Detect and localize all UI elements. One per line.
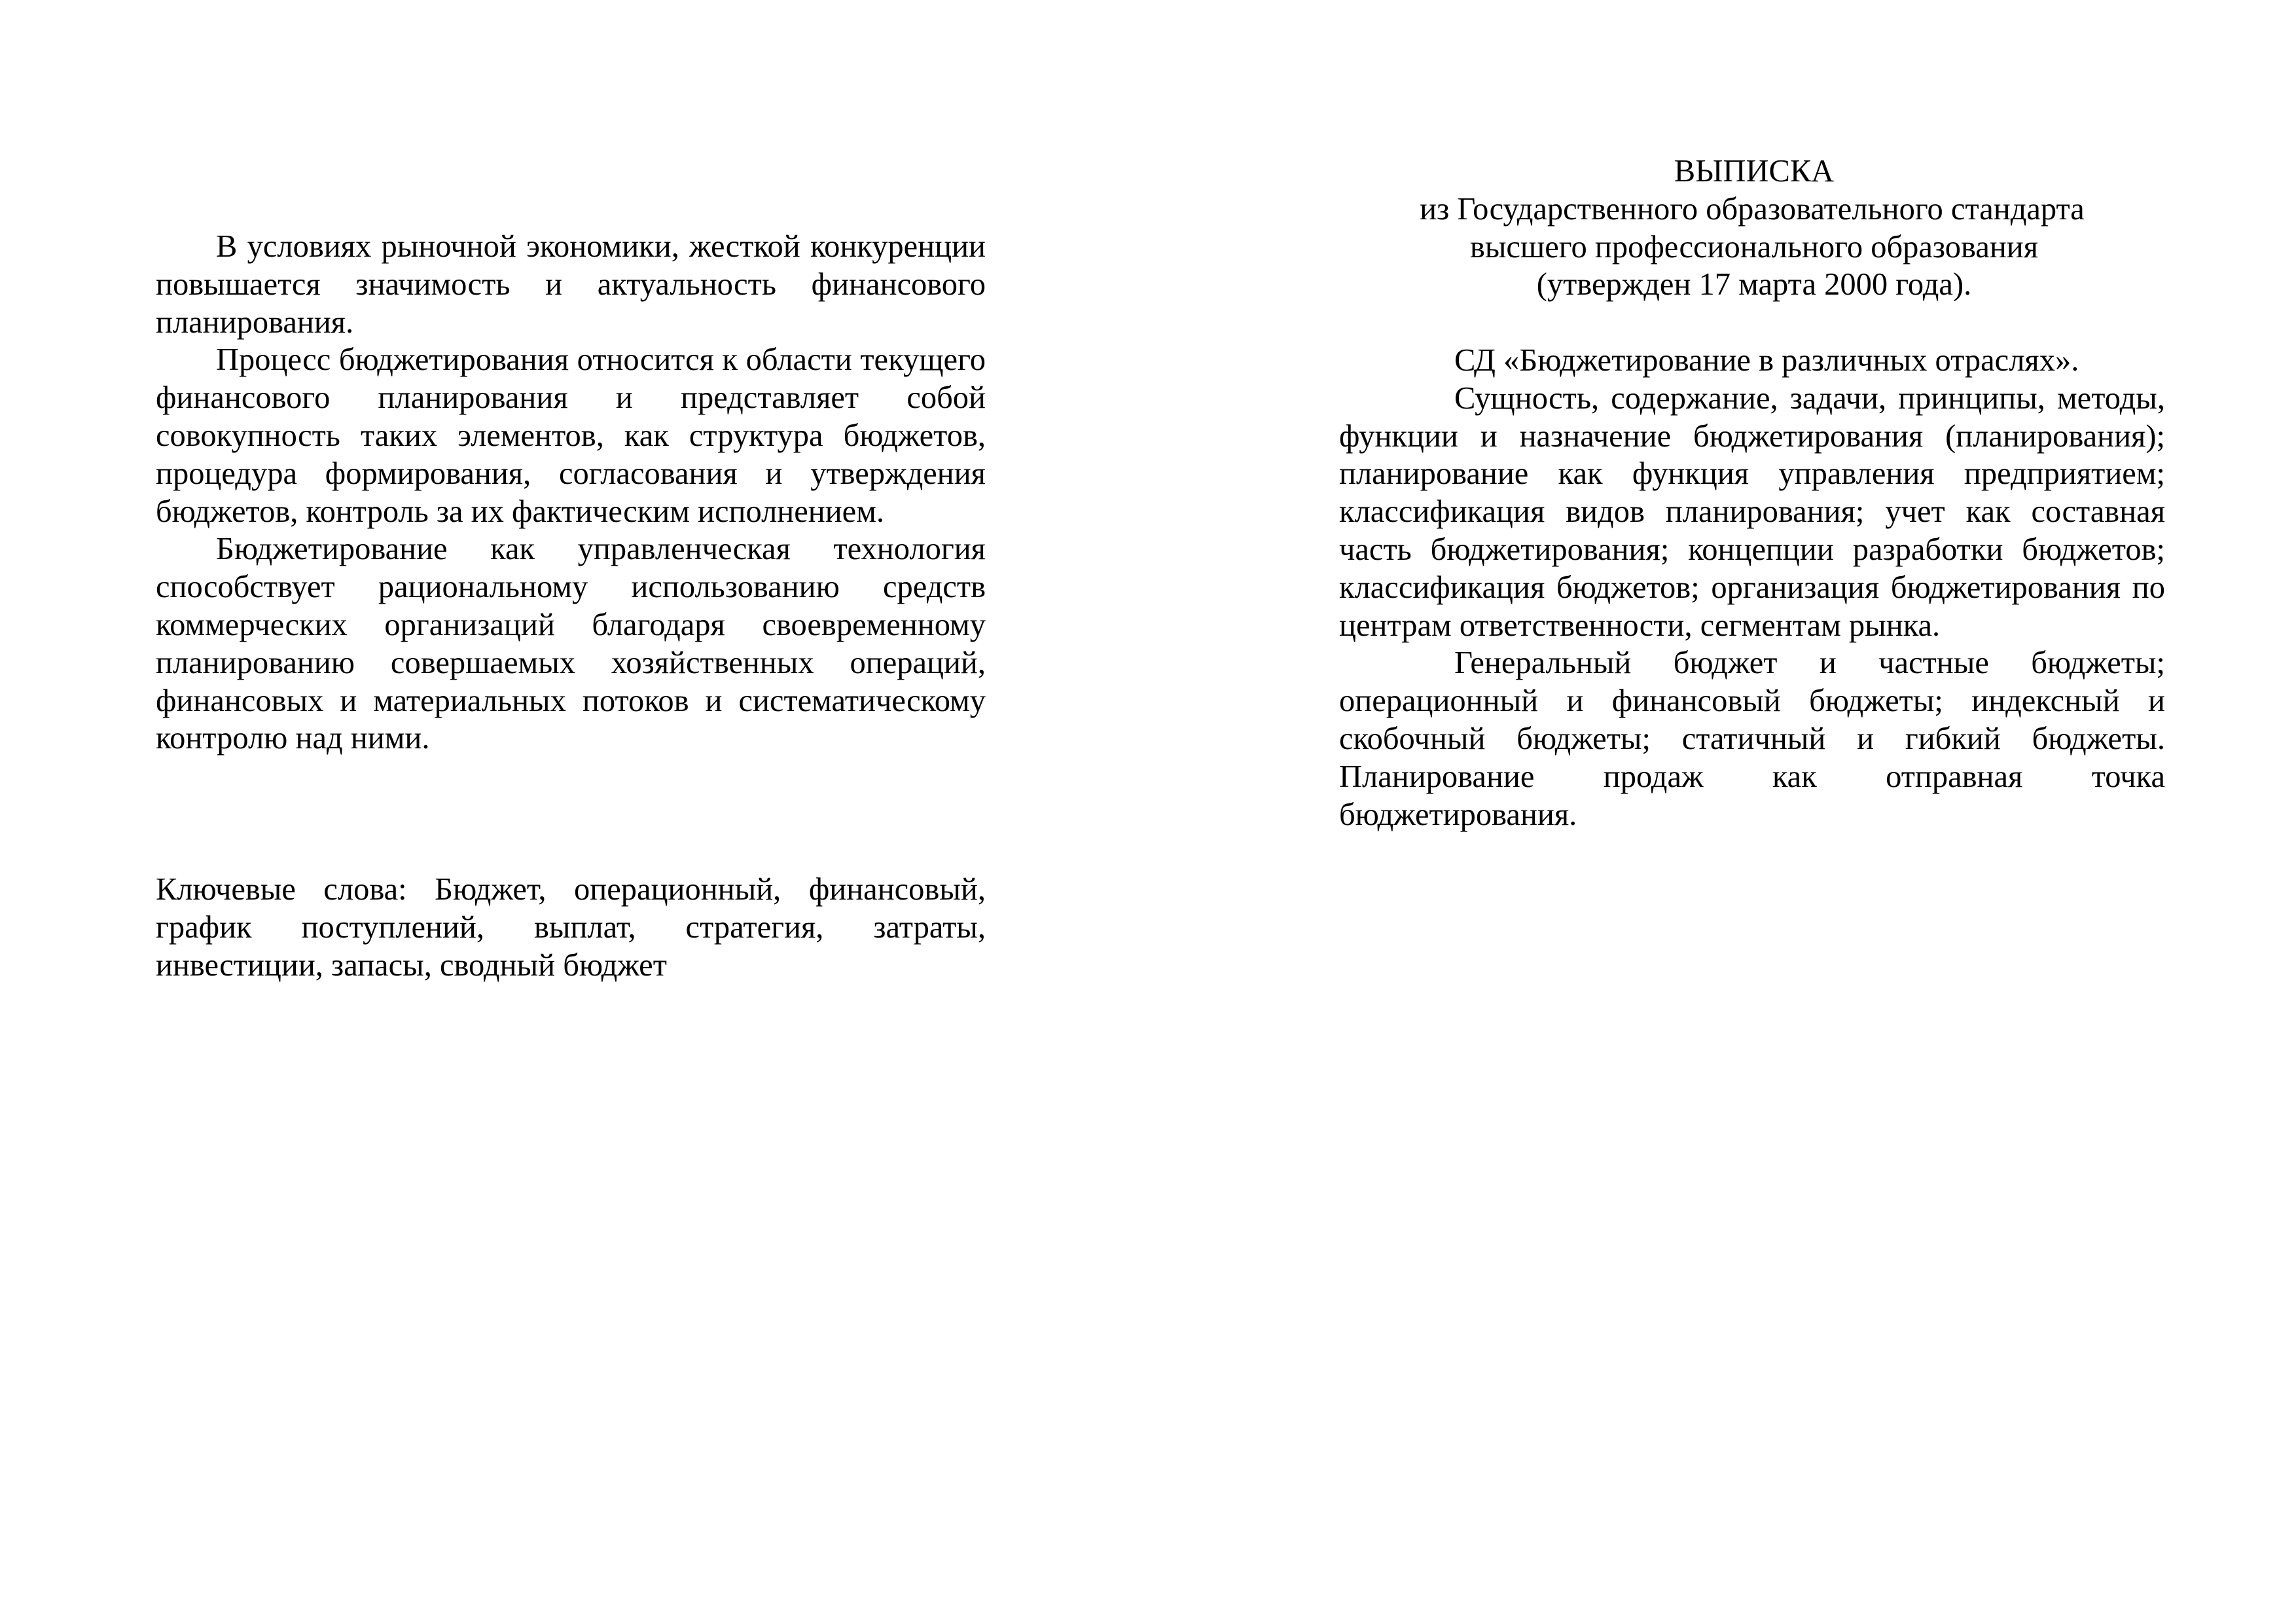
extract-subtitle-line-1: из Государственного образовательного стандарта xyxy=(1420,191,2085,227)
intro-paragraph-2: Процесс бюджетирования относится к области текущего финансового планирования и представляет собой совокупность таких элементов, как структура бюджетов, процедура формирования, согласования и утверждения бюджетов, контроль за их фактическим исполнением. xyxy=(156,342,986,529)
extract-header xyxy=(1339,153,2165,304)
extract-subtitle-line-2: высшего профессионального образования xyxy=(1469,229,2039,264)
right-page-text xyxy=(1339,153,2165,833)
intro-paragraph-3: Бюджетирование как управленческая технология способствует рациональному использованию средств коммерческих организаций благодаря своевременному планированию совершаемых хозяйственных операций, финансовых и материальных потоков и систематическому контролю над ними. xyxy=(156,532,986,756)
extract-title: ВЫПИСКА xyxy=(1674,154,1835,189)
extract-subtitle-line-3: (утвержден 17 марта 2000 года). xyxy=(1536,267,1972,302)
extract-paragraph-1: Сущность, содержание, задачи, принципы, методы, функции и назначение бюджетирования (планирования); планирование как функция управления предприятием; классификация видов планирования; учет как составная часть бюджетирования; концепции разработки бюджетов; классификация бюджетов; организация бюджетирования по центрам ответственности, сегментам рынка. xyxy=(1339,380,2165,643)
intro-paragraph-1: В условиях рыночной экономики, жесткой конкуренции повышается значимость и актуальность финансового планирования. xyxy=(156,229,986,340)
left-page-text xyxy=(156,228,986,985)
extract-paragraph-2: Генеральный бюджет и частные бюджеты; операционный и финансовый бюджеты; индексный и скобочный бюджеты; статичный и гибкий бюджеты. Планирование продаж как отправная точка бюджетирования. xyxy=(1339,646,2165,832)
keywords-paragraph: Ключевые слова: Бюджет, операционный, финансовый, график поступлений, выплат, стратегия, затраты, инвестиции, запасы, сводный бюджет xyxy=(156,872,986,983)
course-title: СД «Бюджетирование в различных отраслях». xyxy=(1454,342,2079,378)
header-spacer xyxy=(1339,304,2165,342)
right-page xyxy=(1148,0,2296,1623)
